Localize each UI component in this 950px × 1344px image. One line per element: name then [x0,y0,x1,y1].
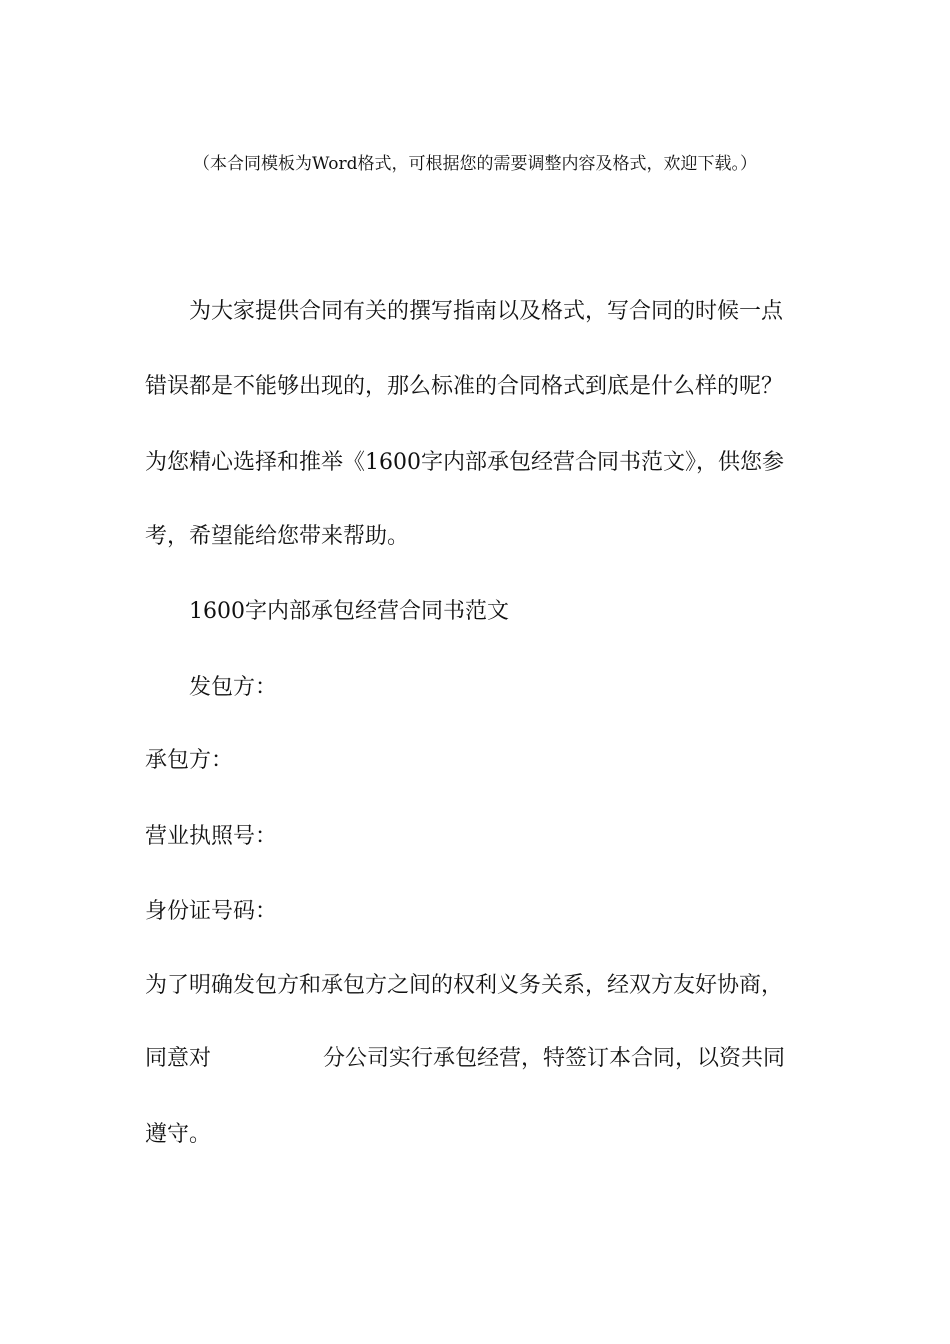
business-license-label: 营业执照号： [145,824,278,849]
template-note: （本合同模板为Word格式，可根据您的需要调整内容及格式，欢迎下载。） [192,154,758,174]
intro-line-4: 考，希望能给您带来帮助。 [145,524,410,549]
intro-line-2: 错误都是不能够出现的，那么标准的合同格式到底是什么样的呢？ [145,374,784,399]
issuer-label: 发包方： [189,675,278,700]
purpose-line-3: 遵守。 [145,1122,212,1147]
intro-line-1: 为大家提供合同有关的撰写指南以及格式，写合同的时候一点 [189,299,784,324]
intro-line-3: 为您精心选择和推举《1600字内部承包经营合同书范文》，供您参 [145,450,784,475]
id-number-label: 身份证号码： [145,899,278,924]
contract-title: 1600字内部承包经营合同书范文 [189,599,509,624]
purpose-line-2-start: 同意对 [145,1046,212,1071]
purpose-line-2 [145,1043,785,1075]
purpose-line-2-end: 分公司实行承包经营，特签订本合同，以资共同 [323,1046,786,1071]
purpose-line-1: 为了明确发包方和承包方之间的权利义务关系，经双方友好协商， [145,973,784,998]
contractor-label: 承包方： [145,748,234,773]
